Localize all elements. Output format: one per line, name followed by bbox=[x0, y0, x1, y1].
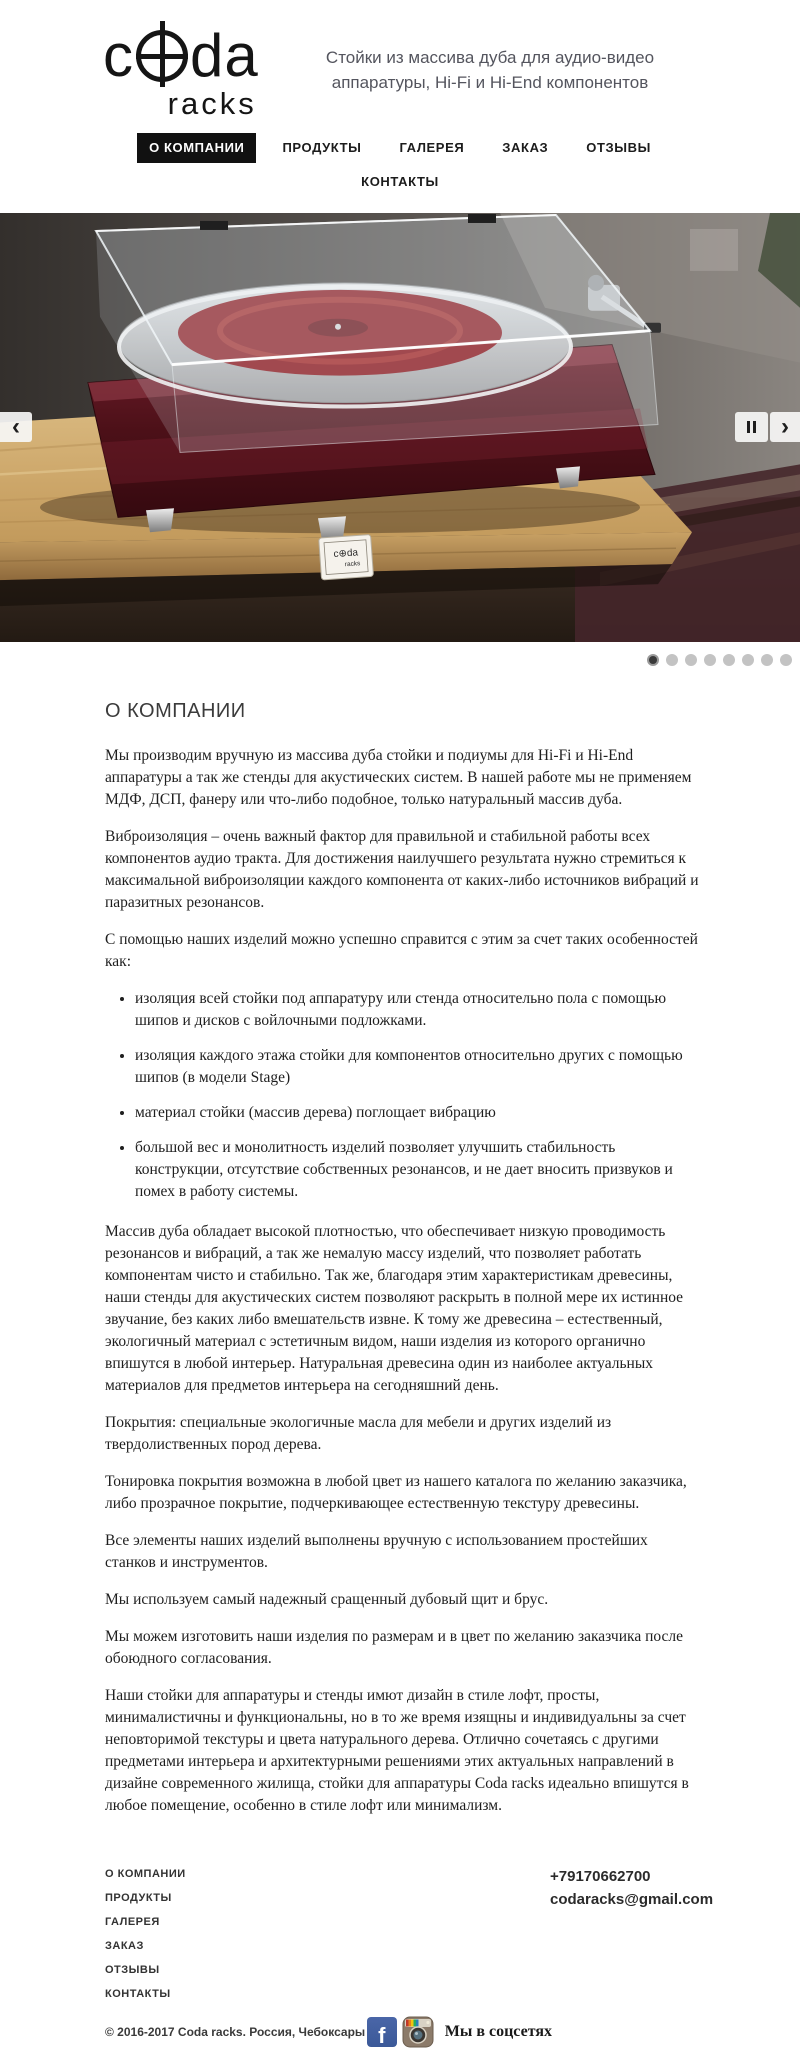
social-label: Мы в соцсетях bbox=[444, 2023, 552, 2040]
logo-wordmark bbox=[103, 22, 259, 89]
paragraph: Тонировка покрытия возможна в любой цвет из нашего каталога по желанию заказчика, либо прозрачное покрытие, подчеркивающее естественную текстуру древесины. bbox=[105, 1473, 687, 1512]
slider-dot[interactable] bbox=[685, 654, 697, 666]
footer-link-about[interactable]: О КОМПАНИИ bbox=[105, 1868, 186, 1880]
paragraph: Виброизоляция – очень важный фактор для правильной и стабильной работы всех компонентов аудио тракта. Для достижения наилучшего результата нужно стремиться к максимальной виброизоляции каждого компонента от каких-либо источников вибраций и паразитных резонансов. bbox=[105, 828, 699, 911]
nav-item-about[interactable]: О КОМПАНИИ bbox=[137, 133, 256, 163]
crosshair-o-icon bbox=[136, 30, 188, 82]
list-item: • изоляция всей стойки под аппаратуру или стенда относительно пола с помощью шипов и дисков с войлочными подложками. bbox=[135, 988, 700, 1032]
nav-item-order[interactable]: ЗАКАЗ bbox=[502, 140, 549, 155]
features-list bbox=[105, 988, 700, 1203]
footer bbox=[0, 1832, 800, 2000]
logo-letter-c: c bbox=[103, 22, 134, 89]
instagram-icon[interactable] bbox=[402, 2016, 434, 2048]
nav-item-gallery[interactable]: ГАЛЕРЕЯ bbox=[399, 140, 465, 155]
footer-link-order[interactable]: ЗАКАЗ bbox=[105, 1940, 144, 1952]
nav-item-products[interactable]: ПРОДУКТЫ bbox=[282, 140, 362, 155]
slider-dot[interactable] bbox=[704, 654, 716, 666]
list-item: • большой вес и монолитность изделий позволяет улучшить стабильность конструкции, отсутствие собственных резонансов, и не дает вносить призвуков и помех в работу системы. bbox=[135, 1137, 700, 1203]
nav-item-reviews[interactable]: ОТЗЫВЫ bbox=[586, 140, 651, 155]
slider-dot[interactable] bbox=[723, 654, 735, 666]
pause-icon bbox=[747, 421, 756, 433]
email-address[interactable]: codaracks@gmail.com bbox=[550, 1891, 714, 1908]
paragraph: Покрытия: специальные экологичные масла для мебели и других изделий из твердолиственных пород дерева. bbox=[105, 1414, 612, 1453]
footer-nav bbox=[105, 1868, 186, 2000]
paragraph: Мы производим вручную из массива дуба стойки и подиумы для Hi-Fi и Hi-End аппаратуры а так же стенды для акустических систем. В нашей работе мы не применяем МДФ, ДСП, фанеру или что-либо подобное, только натуральный массив дуба. bbox=[105, 747, 692, 808]
logo-letters-da: da bbox=[190, 22, 259, 89]
svg-text:c⊕da: c⊕da bbox=[333, 547, 359, 561]
list-item: • изоляция каждого этажа стойки для компонентов относительно других с помощью шипов (в модели Stage) bbox=[135, 1045, 700, 1089]
footer-link-reviews[interactable]: ОТЗЫВЫ bbox=[105, 1964, 160, 1976]
header bbox=[0, 0, 800, 119]
about-section bbox=[0, 666, 800, 1817]
svg-text:racks: racks bbox=[344, 560, 361, 569]
footer-link-contacts[interactable]: КОНТАКТЫ bbox=[105, 1988, 171, 2000]
slider-dot[interactable] bbox=[742, 654, 754, 666]
footer-link-gallery[interactable]: ГАЛЕРЕЯ bbox=[105, 1916, 160, 1928]
phone-number[interactable]: +79170662700 bbox=[550, 1868, 651, 1885]
brand-logo[interactable] bbox=[103, 22, 259, 121]
paragraph: Мы можем изготовить наши изделия по размерам и в цвет по желанию заказчика после обоюдного согласования. bbox=[105, 1628, 684, 1667]
nav-item-contacts[interactable]: КОНТАКТЫ bbox=[361, 174, 439, 189]
paragraph: Массив дуба обладает высокой плотностью, что обеспечивает низкую проводимость резонансов и вибраций, а так же немалую массу изделий, что позволяет работать компонентам чисто и стабильно. Так же, благодаря этим характеристикам древесины, наши стенды для акустических систем позволяют раскрыть в полной мере их истинное звучание, без каких либо вмешательств извне. К тому же древесина – естественный, экологичный материал с эстетичным видом, наши изделия из которого органично впишутся в любой интерьер. Натуральная древесина один из наиболее актуальных материалов для предметов интерьера на сегодняшний день. bbox=[105, 1223, 684, 1394]
footer-bottom bbox=[0, 2000, 800, 2048]
slider-dot[interactable] bbox=[647, 654, 659, 666]
chevron-right-icon: › bbox=[781, 413, 789, 440]
copyright: © 2016-2017 Coda racks. Россия, Чебоксары bbox=[105, 2025, 366, 2039]
logo-racks: racks bbox=[167, 86, 257, 121]
footer-contact bbox=[550, 1868, 714, 2000]
page-title: О КОМПАНИИ bbox=[105, 700, 246, 722]
paragraph: Наши стойки для аппаратуры и стенды имют дизайн в стиле лофт, просты, минималистичны и функциональны, но в то же время изящны и индивидуальны за счет неповторимой текстуры и цвета натурального дерева. Отлично сочетаясь с другими предметами интерьера и архитектурными решениями этих актуальных направлений в дизайне современного жилища, стойки для аппаратуры Coda racks идеально впишутся в любое помещение, особенно в стиле лофт или минимализм. bbox=[105, 1687, 689, 1814]
list-item: • материал стойки (массив дерева) поглощает вибрацию bbox=[135, 1102, 700, 1124]
paragraph: С помощью наших изделий можно успешно справится с этим за счет таких особенностей как: bbox=[105, 931, 698, 970]
slider-dot[interactable] bbox=[780, 654, 792, 666]
main-nav bbox=[130, 133, 670, 197]
slider-prev-button[interactable] bbox=[0, 412, 32, 442]
paragraph: Мы используем самый надежный сращенный дубовый щит и брус. bbox=[105, 1591, 549, 1608]
hero-slider bbox=[0, 213, 800, 642]
footer-link-products[interactable]: ПРОДУКТЫ bbox=[105, 1892, 172, 1904]
coda-badge bbox=[319, 534, 374, 579]
paragraph: Все элементы наших изделий выполнены вручную с использованием простейших станков и инструментов. bbox=[105, 1532, 648, 1571]
slider-next-button[interactable] bbox=[770, 412, 800, 442]
slider-dot[interactable] bbox=[666, 654, 678, 666]
chevron-left-icon: ‹ bbox=[12, 413, 20, 440]
social-links bbox=[367, 2016, 552, 2048]
hero-image-turntable bbox=[0, 213, 800, 642]
facebook-icon[interactable]: f bbox=[367, 2017, 397, 2047]
slider-dot[interactable] bbox=[761, 654, 773, 666]
site-tagline: Стойки из массива дуба для аудио-видео аппаратуры, Hi-Fi и Hi-End компонентов bbox=[325, 48, 655, 92]
slider-dots bbox=[0, 642, 800, 666]
slider-pause-button[interactable] bbox=[735, 412, 768, 442]
